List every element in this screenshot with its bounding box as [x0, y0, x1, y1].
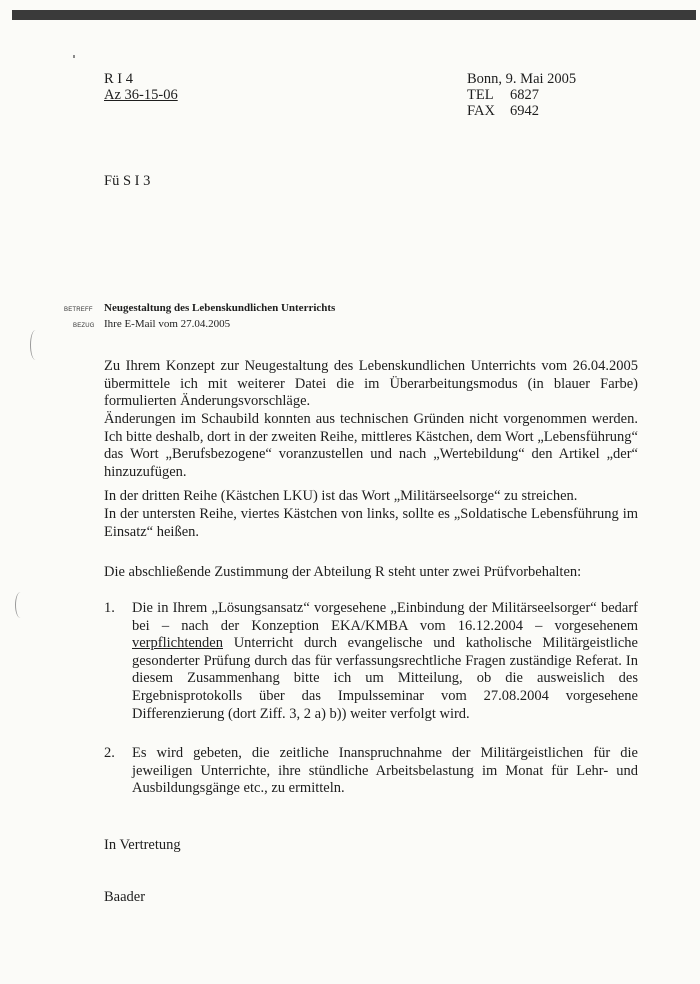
- paragraph-bottom-row: In der untersten Reihe, viertes Kästchen von links, sollte es „Soldatische Lebensführung im Einsatz“ heißen.: [104, 506, 638, 540]
- list-number-2: 2.: [104, 745, 115, 761]
- place-date: Bonn, 9. Mai 2005: [467, 71, 577, 87]
- paragraph-third-row: In der dritten Reihe (Kästchen LKU) ist das Wort „Militärseelsorge“ zu streichen.: [104, 488, 578, 504]
- punch-hole-mark: [30, 330, 41, 360]
- subject-line: Neugestaltung des Lebenskundlichen Unterrichts: [104, 302, 336, 314]
- tel-value: 6827: [510, 87, 539, 103]
- bezug-label: BEZUG: [73, 323, 95, 329]
- fax-label: FAX: [467, 103, 495, 119]
- list-item-2: Es wird gebeten, die zeitliche Inanspruchnahme der Militärgeistlichen für die jeweiligen Unterrichte, ihre stündliche Arbeitsbelastung im Monat für Lehr- und Ausbildungsgänge etc., zu ermitteln.: [132, 745, 638, 797]
- reference-line: Ihre E-Mail vom 27.04.2005: [104, 318, 231, 330]
- recipient: Fü S I 3: [104, 173, 151, 189]
- fax-value: 6942: [510, 103, 539, 119]
- tel-label: TEL: [467, 87, 494, 103]
- list-item-1-text-a: Die in Ihrem „Lösungsansatz“ vorgesehene „Einbindung der Militärseelsorger“ bedarf bei – nach der Konzeption EKA/KMBA vom 16.12.2004 – vorgesehenem: [132, 600, 638, 634]
- list-item-1-text-b: Unterricht durch evangelische und katholische Militärgeistliche gesonderter Prüfung durch das für verfassungsrechtliche Fragen zuständige Referat. In diesem Zusammenhang bitte ich um Mitteilung, ob die ausweislich des Ergebnisprotokolls über das Impulsseminar vom 27.08.2004 vorgesehene Differenzierung (dort Ziff. 3, 2 a) b)) weiter verfolgt wird.: [132, 635, 638, 722]
- list-number-1: 1.: [104, 600, 115, 616]
- paragraph-intro: Zu Ihrem Konzept zur Neugestaltung des Lebenskundlichen Unterrichts vom 26.04.2005 übermittele ich mit weiterer Datei die im Überarbeitungsmodus (in blauer Farbe) formulierten Änderungsvorschläge.: [104, 358, 638, 410]
- betreff-label: BETREFF: [64, 307, 93, 313]
- underlined-verpflichtenden: verpflichtenden: [132, 635, 223, 652]
- scan-speck: [73, 55, 75, 58]
- closing-representation: In Vertretung: [104, 837, 181, 853]
- signature-name: Baader: [104, 889, 146, 905]
- office-code: R I 4: [104, 71, 133, 87]
- paragraph-approval: Die abschließende Zustimmung der Abteilung R steht unter zwei Prüfvorbehalten:: [104, 564, 582, 580]
- file-reference: Az 36-15-06: [104, 87, 178, 103]
- paragraph-schaubild: Änderungen im Schaubild konnten aus technischen Gründen nicht vorgenommen werden. Ich bitte deshalb, dort in der zweiten Reihe, mittleres Kästchen, dem Wort „Lebensführung“ das Wort „Berufsbezogene“ voranzustellen und nach „Wertebildung“ den Artikel „der“ hinzuzufügen.: [104, 411, 638, 480]
- punch-hole-mark: [15, 592, 26, 618]
- top-scan-edge-bar: [12, 10, 696, 20]
- list-item-1: [132, 600, 638, 723]
